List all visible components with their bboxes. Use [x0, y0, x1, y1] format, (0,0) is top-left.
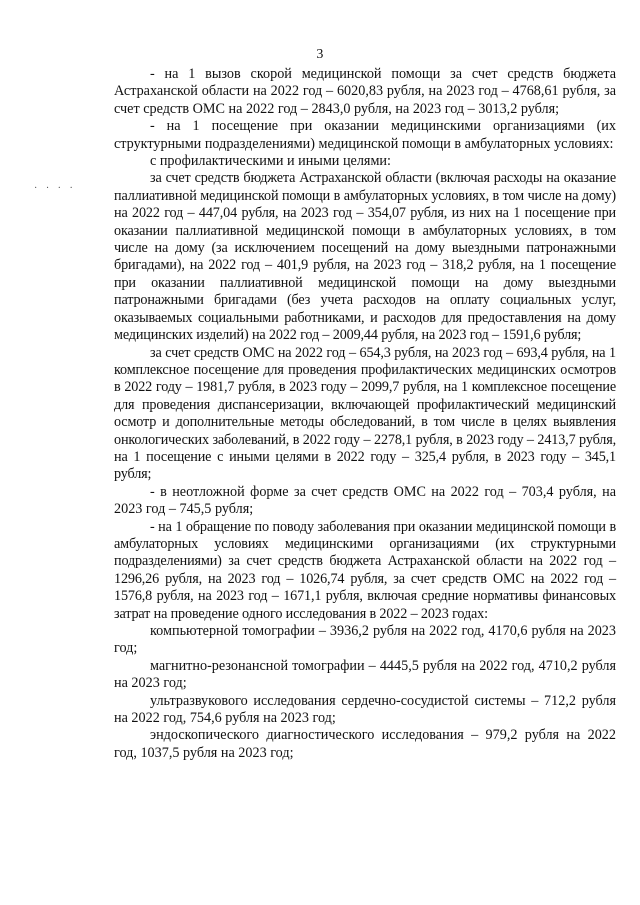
margin-scan-marks: · · · · [34, 183, 76, 194]
paragraph-cardio-ultrasound: ультразвукового исследования сердечно-сосудистой системы – 712,2 рубля на 2022 год, 754,6 рубля на 2023 год; [114, 692, 616, 727]
paragraph-outpatient-visit: - на 1 посещение при оказании медицинскими организациями (их структурными подразделениями) медицинской помощи в амбулаторных условиях: [114, 118, 616, 152]
paragraph-oms-funds: за счет средств ОМС на 2022 год – 654,3 рубля, на 2023 год – 693,4 рубля, на 1 комплексное посещение для проведения профилактических медицинских осмотров в 2022 году – 1981,7 рубля, в 2023 году – 2099,7 рубля, на 1 комплексное посещение для проведения диспансеризации, включающей профилактический медицинский осмотр и дополнительные методы обследований, в том числе в целях выявления онкологических заболеваний, в 2022 году – 2278,1 рубля, в 2023 году – 2413,7 рубля, на 1 посещение с иными целями в 2022 году – 325,4 рубля, в 2023 году – 345,1 рубля; [114, 344, 616, 483]
paragraph-ct-scan: компьютерной томографии – 3936,2 рубля на 2022 год, 4170,6 рубля на 2023 год; [114, 623, 616, 657]
paragraph-disease-appeal: - на 1 обращение по поводу заболевания при оказании медицинской помощи в амбулаторных условиях медицинскими организациями (их структурными подразделениями) за счет средств бюджета Астраханской области на 2022 год – 1296,26 рубля, на 2023 год – 1026,74 рубля, за счет средств ОМС на 2022 год – 1576,8 рубля, на 2023 год – 1671,1 рубля, включая средние нормативы финансовых затрат на проведение одного исследования в 2022 – 2023 годах: [114, 518, 616, 622]
paragraph-endoscopy: эндоскопического диагностического исследования – 979,2 рубля на 2022 год, 1037,5 рубля на 2023 год; [114, 727, 616, 761]
paragraph-mri-scan: магнитно-резонансной томографии – 4445,5 рубля на 2022 год, 4710,2 рубля на 2023 год; [114, 657, 616, 692]
page-number: 3 [316, 47, 324, 62]
paragraph-regional-budget: за счет средств бюджета Астраханской области (включая расходы на оказание паллиативной медицинской помощи в амбулаторных условиях, в том числе на дому) на 2022 год – 447,04 рубля, на 2023 год – 354,07 рубля, из них на 1 посещение при оказании паллиативной медицинской помощи в амбулаторных условиях, в том числе на дому (за исключением посещений на дому выездными патронажными бригадами), на 2022 год – 401,9 рубля, на 2023 год – 318,2 рубля, на 1 посещение при оказании паллиативной медицинской помощи на дому выездными патронажными бригадами (без учета расходов на оплату социальных услуг, оказываемых социальными работниками, и расходов для предоставления на дому медицинских изделий) на 2022 год – 2009,44 рубля, на 2023 год – 1591,6 рубля; [114, 170, 616, 344]
document-body [114, 66, 616, 762]
paragraph-ambulance-call: - на 1 вызов скорой медицинской помощи за счет средств бюджета Астраханской области на 2022 год – 6020,83 рубля, на 2023 год – 4768,61 рубля, за счет средств ОМС на 2022 год – 2843,0 рубля, на 2023 год – 3013,2 рубля; [114, 66, 616, 117]
paragraph-preventive-purposes: с профилактическими и иными целями: [150, 153, 391, 170]
paragraph-urgent-care: - в неотложной форме за счет средств ОМС на 2022 год – 703,4 рубля, на 2023 год – 745,5 рубля; [114, 483, 616, 518]
